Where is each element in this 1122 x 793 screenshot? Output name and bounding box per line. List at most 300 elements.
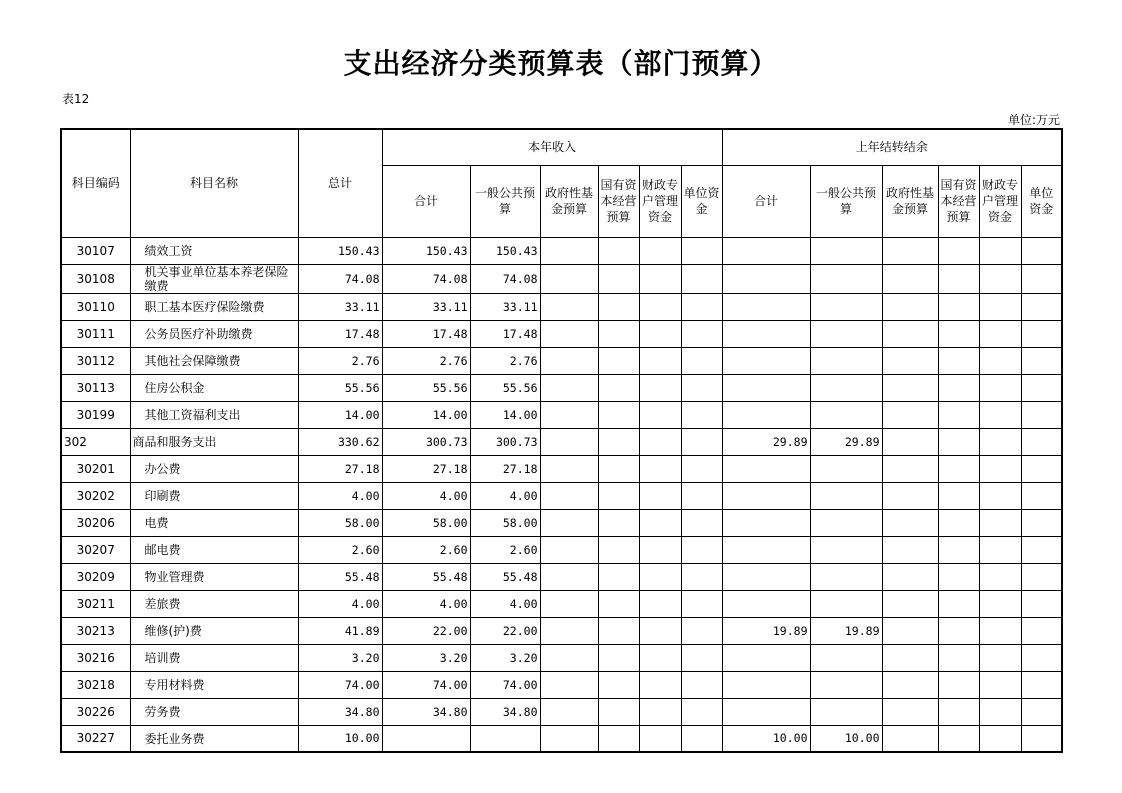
cell-income-state-capital [598,590,639,617]
cell-code: 30218 [61,671,130,698]
cell-carry-gov-fund [882,644,938,671]
cell-income-gov-fund [540,725,598,752]
cell-carry-unit-fund [1021,237,1062,264]
header-total: 总计 [298,129,382,237]
cell-name: 培训费 [130,644,298,671]
cell-carry-state-capital [938,725,979,752]
cell-carry-sum [722,401,810,428]
cell-code: 30206 [61,509,130,536]
cell-carry-gov-fund [882,563,938,590]
cell-income-unit-fund [681,293,722,320]
header-carry-general: 一般公共预算 [810,165,882,237]
cell-carry-gov-fund [882,509,938,536]
cell-carry-unit-fund [1021,590,1062,617]
cell-income-gov-fund [540,320,598,347]
cell-total: 55.48 [298,563,382,590]
cell-income-state-capital [598,428,639,455]
cell-carry-gov-fund [882,401,938,428]
cell-carry-fiscal-special [979,590,1021,617]
cell-carry-gov-fund [882,536,938,563]
cell-income-state-capital [598,347,639,374]
cell-carry-fiscal-special [979,644,1021,671]
table-row [61,563,1062,590]
cell-carry-general [810,644,882,671]
cell-name: 住房公积金 [130,374,298,401]
page-title: 支出经济分类预算表（部门预算） [343,47,779,80]
cell-carry-unit-fund [1021,428,1062,455]
cell-income-general: 2.76 [470,347,540,374]
cell-income-fiscal-special [639,590,681,617]
cell-carry-gov-fund [882,617,938,644]
cell-total: 17.48 [298,320,382,347]
cell-carry-state-capital [938,509,979,536]
cell-income-state-capital [598,401,639,428]
cell-income-general: 14.00 [470,401,540,428]
cell-income-state-capital [598,374,639,401]
header-income-fiscal-special: 财政专户管理资金 [639,165,681,237]
cell-income-unit-fund [681,237,722,264]
cell-income-gov-fund [540,671,598,698]
cell-name: 机关事业单位基本养老保险缴费 [130,264,298,293]
cell-name: 绩效工资 [130,237,298,264]
cell-income-unit-fund [681,482,722,509]
header-carry-state-capital: 国有资本经营预算 [938,165,979,237]
cell-income-gov-fund [540,401,598,428]
cell-income-state-capital [598,320,639,347]
cell-income-unit-fund [681,509,722,536]
cell-income-unit-fund [681,590,722,617]
cell-income-sum: 3.20 [382,644,470,671]
cell-income-unit-fund [681,671,722,698]
cell-income-fiscal-special [639,725,681,752]
cell-name: 办公费 [130,455,298,482]
header-code: 科目编码 [61,129,130,237]
cell-carry-fiscal-special [979,563,1021,590]
cell-income-gov-fund [540,264,598,293]
cell-carry-general [810,536,882,563]
header-income-gov-fund: 政府性基金预算 [540,165,598,237]
header-income-general: 一般公共预算 [470,165,540,237]
cell-carry-general [810,347,882,374]
cell-total: 10.00 [298,725,382,752]
cell-income-fiscal-special [639,698,681,725]
cell-carry-state-capital [938,293,979,320]
cell-income-unit-fund [681,347,722,374]
cell-income-state-capital [598,509,639,536]
cell-name: 专用材料费 [130,671,298,698]
cell-carry-gov-fund [882,590,938,617]
cell-code: 30213 [61,617,130,644]
cell-income-sum: 33.11 [382,293,470,320]
cell-carry-gov-fund [882,482,938,509]
cell-carry-state-capital [938,671,979,698]
cell-carry-state-capital [938,698,979,725]
cell-carry-sum [722,455,810,482]
cell-income-general: 58.00 [470,509,540,536]
cell-income-gov-fund [540,509,598,536]
cell-income-state-capital [598,725,639,752]
cell-code: 30202 [61,482,130,509]
header-income-state-capital: 国有资本经营预算 [598,165,639,237]
cell-income-gov-fund [540,428,598,455]
cell-income-state-capital [598,293,639,320]
cell-name: 电费 [130,509,298,536]
cell-carry-fiscal-special [979,509,1021,536]
cell-total: 14.00 [298,401,382,428]
cell-carry-general [810,563,882,590]
cell-income-state-capital [598,264,639,293]
table-row [61,347,1062,374]
cell-income-gov-fund [540,698,598,725]
cell-income-gov-fund [540,536,598,563]
cell-code: 30107 [61,237,130,264]
cell-income-sum: 300.73 [382,428,470,455]
cell-carry-general: 19.89 [810,617,882,644]
cell-carry-unit-fund [1021,320,1062,347]
table-row [61,590,1062,617]
cell-income-unit-fund [681,455,722,482]
cell-carry-sum: 10.00 [722,725,810,752]
cell-code: 30227 [61,725,130,752]
cell-income-unit-fund [681,644,722,671]
cell-income-state-capital [598,455,639,482]
cell-carry-sum: 29.89 [722,428,810,455]
cell-income-gov-fund [540,617,598,644]
cell-total: 27.18 [298,455,382,482]
cell-total: 74.08 [298,264,382,293]
cell-carry-general [810,698,882,725]
cell-income-general: 74.08 [470,264,540,293]
cell-carry-state-capital [938,644,979,671]
cell-carry-sum [722,320,810,347]
cell-income-fiscal-special [639,455,681,482]
table-row [61,237,1062,264]
cell-income-unit-fund [681,698,722,725]
cell-carry-state-capital [938,374,979,401]
cell-income-sum [382,725,470,752]
cell-name: 劳务费 [130,698,298,725]
cell-income-general: 4.00 [470,590,540,617]
cell-code: 30201 [61,455,130,482]
cell-carry-state-capital [938,237,979,264]
cell-carry-sum [722,264,810,293]
cell-carry-fiscal-special [979,671,1021,698]
cell-carry-sum [722,374,810,401]
cell-income-fiscal-special [639,671,681,698]
cell-carry-state-capital [938,563,979,590]
cell-carry-sum [722,698,810,725]
cell-income-unit-fund [681,725,722,752]
header-carry-sum: 合计 [722,165,810,237]
header-income-unit-fund: 单位资金 [681,165,722,237]
cell-name: 其他社会保障缴费 [130,347,298,374]
header-carry-fiscal-special: 财政专户管理资金 [979,165,1021,237]
cell-carry-fiscal-special [979,237,1021,264]
cell-carry-gov-fund [882,320,938,347]
cell-total: 74.00 [298,671,382,698]
cell-income-state-capital [598,671,639,698]
cell-total: 4.00 [298,482,382,509]
cell-income-sum: 150.43 [382,237,470,264]
cell-income-gov-fund [540,374,598,401]
cell-carry-general [810,590,882,617]
cell-carry-general: 10.00 [810,725,882,752]
cell-name: 公务员医疗补助缴费 [130,320,298,347]
cell-income-unit-fund [681,401,722,428]
cell-code: 30207 [61,536,130,563]
cell-carry-gov-fund [882,725,938,752]
cell-carry-unit-fund [1021,293,1062,320]
cell-carry-fiscal-special [979,536,1021,563]
cell-total: 34.80 [298,698,382,725]
cell-carry-gov-fund [882,293,938,320]
cell-income-fiscal-special [639,374,681,401]
header-current-income: 本年收入 [382,129,722,165]
cell-income-sum: 4.00 [382,590,470,617]
table-row [61,671,1062,698]
cell-carry-sum [722,563,810,590]
cell-income-sum: 2.76 [382,347,470,374]
cell-code: 30111 [61,320,130,347]
cell-code: 30216 [61,644,130,671]
cell-total: 55.56 [298,374,382,401]
cell-carry-general: 29.89 [810,428,882,455]
cell-income-sum: 55.48 [382,563,470,590]
cell-carry-state-capital [938,590,979,617]
cell-carry-general [810,237,882,264]
table-row [61,293,1062,320]
cell-carry-general [810,374,882,401]
cell-income-unit-fund [681,374,722,401]
cell-income-general: 2.60 [470,536,540,563]
cell-carry-unit-fund [1021,617,1062,644]
cell-income-unit-fund [681,536,722,563]
table-body [61,237,1062,752]
cell-income-gov-fund [540,482,598,509]
cell-income-gov-fund [540,237,598,264]
table-row [61,725,1062,752]
cell-income-general: 3.20 [470,644,540,671]
cell-name: 物业管理费 [130,563,298,590]
table-row [61,401,1062,428]
cell-income-state-capital [598,698,639,725]
cell-carry-state-capital [938,482,979,509]
cell-code: 30209 [61,563,130,590]
cell-carry-sum [722,293,810,320]
cell-income-general: 300.73 [470,428,540,455]
cell-carry-unit-fund [1021,698,1062,725]
cell-carry-sum [722,237,810,264]
cell-income-sum: 4.00 [382,482,470,509]
table-row [61,536,1062,563]
cell-income-general: 22.00 [470,617,540,644]
cell-carry-unit-fund [1021,509,1062,536]
cell-carry-fiscal-special [979,264,1021,293]
table-number: 表12 [62,92,90,106]
cell-code: 30113 [61,374,130,401]
cell-carry-fiscal-special [979,374,1021,401]
table-row [61,617,1062,644]
cell-carry-general [810,293,882,320]
cell-carry-general [810,320,882,347]
cell-income-fiscal-special [639,509,681,536]
cell-carry-state-capital [938,401,979,428]
cell-income-fiscal-special [639,482,681,509]
cell-carry-gov-fund [882,347,938,374]
header-carry-unit-fund: 单位资金 [1021,165,1062,237]
cell-total: 4.00 [298,590,382,617]
cell-total: 58.00 [298,509,382,536]
cell-carry-sum [722,644,810,671]
cell-income-gov-fund [540,644,598,671]
cell-income-sum: 34.80 [382,698,470,725]
cell-carry-general [810,482,882,509]
cell-income-sum: 17.48 [382,320,470,347]
cell-code: 30199 [61,401,130,428]
cell-carry-gov-fund [882,455,938,482]
cell-code: 30112 [61,347,130,374]
cell-carry-state-capital [938,536,979,563]
cell-income-fiscal-special [639,347,681,374]
cell-income-unit-fund [681,320,722,347]
cell-income-gov-fund [540,293,598,320]
table-row [61,374,1062,401]
cell-carry-sum [722,482,810,509]
cell-carry-fiscal-special [979,698,1021,725]
cell-income-unit-fund [681,617,722,644]
cell-total: 33.11 [298,293,382,320]
cell-code: 302 [61,428,130,455]
cell-income-general: 4.00 [470,482,540,509]
cell-name: 商品和服务支出 [130,428,298,455]
cell-carry-fiscal-special [979,455,1021,482]
cell-income-fiscal-special [639,428,681,455]
cell-income-general [470,725,540,752]
table-row [61,428,1062,455]
cell-income-sum: 2.60 [382,536,470,563]
cell-income-general: 150.43 [470,237,540,264]
cell-income-state-capital [598,644,639,671]
cell-income-gov-fund [540,347,598,374]
cell-name: 维修(护)费 [130,617,298,644]
cell-carry-unit-fund [1021,374,1062,401]
cell-name: 委托业务费 [130,725,298,752]
table-row [61,644,1062,671]
cell-carry-fiscal-special [979,401,1021,428]
cell-carry-unit-fund [1021,671,1062,698]
cell-carry-gov-fund [882,698,938,725]
cell-total: 3.20 [298,644,382,671]
cell-income-fiscal-special [639,264,681,293]
cell-carry-general [810,455,882,482]
cell-income-sum: 74.00 [382,671,470,698]
cell-income-general: 17.48 [470,320,540,347]
cell-income-fiscal-special [639,401,681,428]
table-row [61,698,1062,725]
cell-income-general: 34.80 [470,698,540,725]
cell-name: 邮电费 [130,536,298,563]
cell-code: 30110 [61,293,130,320]
cell-income-gov-fund [540,455,598,482]
cell-carry-gov-fund [882,264,938,293]
cell-code: 30211 [61,590,130,617]
cell-name: 差旅费 [130,590,298,617]
cell-carry-unit-fund [1021,264,1062,293]
cell-code: 30226 [61,698,130,725]
cell-carry-sum [722,347,810,374]
cell-carry-fiscal-special [979,725,1021,752]
cell-carry-gov-fund [882,237,938,264]
cell-income-fiscal-special [639,293,681,320]
cell-carry-unit-fund [1021,725,1062,752]
cell-income-sum: 22.00 [382,617,470,644]
cell-carry-state-capital [938,347,979,374]
cell-carry-gov-fund [882,374,938,401]
table-row [61,320,1062,347]
cell-carry-fiscal-special [979,293,1021,320]
cell-total: 150.43 [298,237,382,264]
cell-name: 职工基本医疗保险缴费 [130,293,298,320]
table-row [61,455,1062,482]
cell-income-fiscal-special [639,563,681,590]
cell-carry-unit-fund [1021,347,1062,374]
cell-name: 印刷费 [130,482,298,509]
cell-carry-sum [722,671,810,698]
cell-income-sum: 58.00 [382,509,470,536]
cell-carry-general [810,509,882,536]
cell-income-state-capital [598,536,639,563]
cell-income-general: 33.11 [470,293,540,320]
budget-table [60,128,1063,753]
cell-income-state-capital [598,482,639,509]
cell-carry-state-capital [938,617,979,644]
cell-carry-unit-fund [1021,563,1062,590]
cell-carry-unit-fund [1021,644,1062,671]
cell-name: 其他工资福利支出 [130,401,298,428]
cell-income-general: 74.00 [470,671,540,698]
cell-carry-state-capital [938,455,979,482]
cell-carry-gov-fund [882,428,938,455]
cell-income-sum: 74.08 [382,264,470,293]
cell-carry-fiscal-special [979,482,1021,509]
cell-carry-general [810,264,882,293]
cell-income-sum: 55.56 [382,374,470,401]
cell-income-sum: 27.18 [382,455,470,482]
cell-carry-sum [722,590,810,617]
header-income-sum: 合计 [382,165,470,237]
cell-carry-sum: 19.89 [722,617,810,644]
cell-income-fiscal-special [639,237,681,264]
cell-carry-unit-fund [1021,401,1062,428]
cell-carry-general [810,671,882,698]
cell-total: 41.89 [298,617,382,644]
cell-carry-sum [722,536,810,563]
cell-carry-fiscal-special [979,617,1021,644]
cell-carry-general [810,401,882,428]
cell-income-gov-fund [540,563,598,590]
cell-carry-state-capital [938,264,979,293]
cell-carry-fiscal-special [979,428,1021,455]
cell-income-state-capital [598,237,639,264]
cell-carry-fiscal-special [979,320,1021,347]
cell-total: 2.76 [298,347,382,374]
cell-income-fiscal-special [639,617,681,644]
cell-income-general: 27.18 [470,455,540,482]
unit-label: 单位:万元 [1007,113,1060,127]
table-row [61,509,1062,536]
cell-income-state-capital [598,617,639,644]
cell-carry-sum [722,509,810,536]
